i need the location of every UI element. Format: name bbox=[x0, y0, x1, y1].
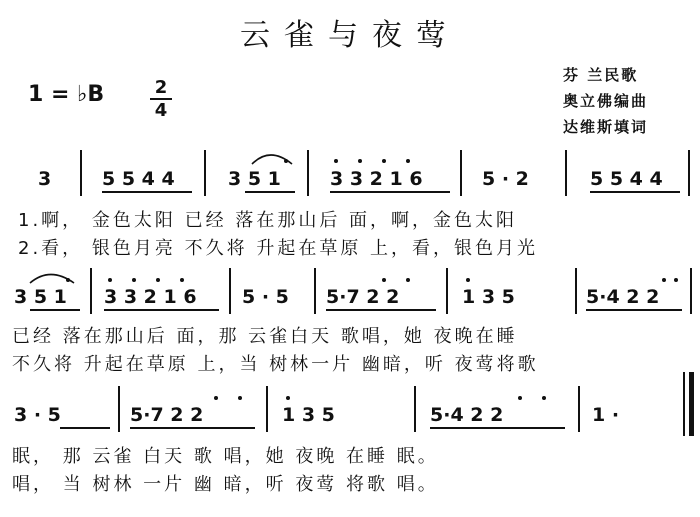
measure-notes: 1 · bbox=[592, 404, 620, 426]
time-signature-bottom: 4 bbox=[154, 100, 168, 121]
measure-notes: 3 5 1 bbox=[14, 286, 67, 308]
measure-notes: 3 5 1 bbox=[228, 168, 281, 190]
measure-notes: 5·7 2 2 bbox=[130, 404, 204, 426]
lyric-verse-1: 眠， 那 云雀 白天 歌 唱，她 夜晚 在睡 眠。 bbox=[12, 446, 439, 467]
time-signature-top: 2 bbox=[154, 77, 168, 98]
lyric-verse-2: 唱， 当 树林 一片 幽 暗，听 夜莺 将歌 唱。 bbox=[12, 474, 439, 495]
lyric-verse-2: 不久将 升起在草原 上，当 树林一片 幽暗，听 夜莺将歌 bbox=[12, 354, 539, 375]
octave-dot bbox=[382, 278, 386, 282]
measure-notes: 5·4 2 2 bbox=[430, 404, 504, 426]
credit-arranger: 奥立佛编曲 bbox=[563, 92, 649, 110]
measure-notes: 5 · 2 bbox=[482, 168, 529, 190]
octave-dot bbox=[284, 159, 288, 163]
octave-dot bbox=[214, 396, 218, 400]
measure-notes: 3 3 2 1 6 bbox=[104, 286, 197, 308]
lyric-verse-1: 1.啊， 金色太阳 已经 落在那山后 面，啊，金色太阳 bbox=[18, 210, 518, 231]
octave-dot bbox=[466, 278, 470, 282]
octave-dot bbox=[334, 159, 338, 163]
measure-notes: 3 3 2 1 6 bbox=[330, 168, 423, 190]
octave-dot bbox=[156, 278, 160, 282]
octave-dot bbox=[382, 159, 386, 163]
octave-dot bbox=[358, 159, 362, 163]
measure-notes: 5 5 4 4 bbox=[590, 168, 663, 190]
octave-dot bbox=[180, 278, 184, 282]
key-signature: 1 = ♭B bbox=[28, 82, 105, 107]
octave-dot bbox=[518, 396, 522, 400]
octave-dot bbox=[674, 278, 678, 282]
octave-dot bbox=[662, 278, 666, 282]
measure-notes: 5 5 4 4 bbox=[102, 168, 175, 190]
measure-notes: 1 3 5 bbox=[282, 404, 335, 426]
octave-dot bbox=[108, 278, 112, 282]
credit-lyricist: 达维斯填词 bbox=[563, 118, 649, 136]
measure-notes: 3 · 5 bbox=[14, 404, 61, 426]
measure-notes: 5·7 2 2 bbox=[326, 286, 400, 308]
score-title: 云雀与夜莺 bbox=[240, 18, 460, 53]
octave-dot bbox=[286, 396, 290, 400]
octave-dot bbox=[406, 278, 410, 282]
octave-dot bbox=[542, 396, 546, 400]
octave-dot bbox=[66, 278, 70, 282]
measure-notes: 3 bbox=[38, 168, 52, 190]
octave-dot bbox=[238, 396, 242, 400]
measure-notes: 1 3 5 bbox=[462, 286, 515, 308]
measure-notes: 5·4 2 2 bbox=[586, 286, 660, 308]
octave-dot bbox=[132, 278, 136, 282]
measure-notes: 5 · 5 bbox=[242, 286, 289, 308]
credit-origin: 芬 兰民歌 bbox=[563, 66, 639, 84]
lyric-verse-2: 2.看， 银色月亮 不久将 升起在草原 上，看，银色月光 bbox=[18, 238, 539, 259]
lyric-verse-1: 已经 落在那山后 面，那 云雀白天 歌唱，她 夜晚在睡 bbox=[12, 326, 518, 347]
octave-dot bbox=[406, 159, 410, 163]
